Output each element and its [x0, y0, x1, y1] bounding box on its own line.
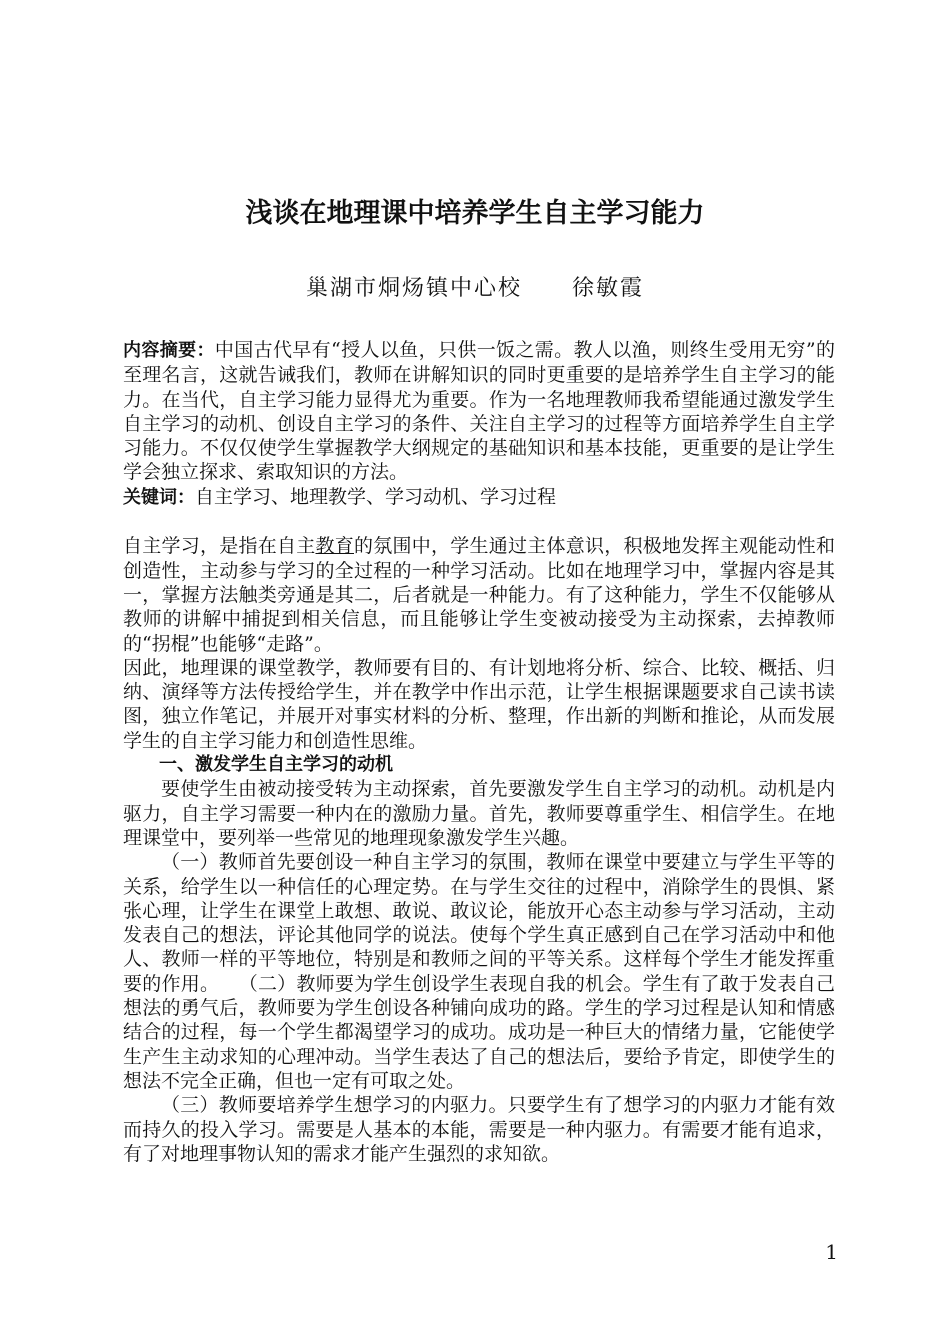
education-link[interactable]: 教育: [315, 535, 354, 558]
keywords-paragraph: [123, 485, 835, 510]
paragraph-drive: （三）教师要培养学生想学习的内驱力。只要学生有了想学习的内驱力才能有效而持久的投入学习。需要是人基本的本能，需要是一种内驱力。有需要才能有追求，有了对地理事物认知的需求才能产生强烈的求知欲。: [123, 1094, 835, 1165]
keywords-text: 自主学习、地理教学、学习动机、学习过程: [195, 485, 557, 508]
intro-paragraph: [123, 534, 835, 655]
document-body: [123, 338, 835, 1166]
author-school: 巢湖市烔炀镇中心校: [305, 276, 522, 301]
abstract-text: 中国古代早有“授人以鱼，只供一饭之需。教人以渔，则终生受用无穷”的至理名言，这就告诫我们，教师在讲解知识的同时更重要的是培养学生自主学习的能力。在当代，自主学习能力显得尤为重要。作为一名地理教师我希望能通过激发学生自主学习的动机、创设自主学习的条件、关注自主学习的过程等方面培养学生自主学习能力。不仅仅使学生掌握教学大纲规定的基础知识和基本技能，更重要的是让学生学会独立探求、索取知识的方法。: [123, 339, 836, 484]
page-number: 1: [825, 1240, 838, 1264]
abstract-paragraph: [123, 338, 835, 485]
paragraph-motivation: 要使学生由被动接受转为主动探索，首先要激发学生自主学习的动机。动机是内驱力，自主学习需要一种内在的激励力量。首先，教师要尊重学生、相信学生。在地理课堂中，要列举一些常见的地理现象激发学生兴趣。: [123, 778, 835, 849]
paragraph-atmosphere: （一）教师首先要创设一种自主学习的氛围，教师在课堂中要建立与学生平等的关系，给学生以一种信任的心理定势。在与学生交往的过程中，消除学生的畏惧、紧张心理，让学生在课堂上敢想、敢说、敢议论，能放开心态主动参与学习活动，主动发表自己的想法，评论其他同学的说法。使每个学生真正感到自己在学习活动中和他人、教师一样的平等地位，特别是和教师之间的平等关系。这样每个学生才能发挥重要的作用。 （二）教师要为学生创设学生表现自我的机会。学生有了敢于发表自己想法的勇气后，教师要为学生创设各种铺向成功的路。学生的学习过程是认知和情感结合的过程，每一个学生都渴望学习的成功。成功是一种巨大的情绪力量，它能使学生产生主动求知的心理冲动。当学生表达了自己的想法后，要给予肯定，即使学生的想法不完全正确，但也一定有可取之处。: [123, 851, 835, 1092]
document-title: 浅谈在地理课中培养学生自主学习能力: [245, 198, 705, 229]
paragraph-methods: 因此，地理课的课堂教学，教师要有目的、有计划地将分析、综合、比较、概括、归纳、演绎等方法传授给学生，并在教学中作出示范，让学生根据课题要求自己读书读图，独立作笔记，并展开对事实材料的分析、整理，作出新的判断和推论，从而发展学生的自主学习能力和创造性思维。: [123, 656, 835, 752]
intro-text-start: 自主学习，是指在自主: [123, 535, 316, 558]
keywords-label: 关键词：: [123, 486, 195, 508]
intro-text-end: 的氛围中，学生通过主体意识，积极地发挥主观能动性和创造性，主动参与学习的全过程的一种学习活动。比如在地理学习中，掌握内容是其一，掌握方法触类旁通是其二，后者就是一种能力。有了这种能力，学生不仅能够从教师的讲解中捕捉到相关信息，而且能够让学生变被动接受为主动探索，去掉教师的“拐棍”也能够“走路”。: [123, 535, 835, 655]
author-line: [0, 274, 950, 304]
abstract-label: 内容摘要：: [123, 340, 215, 361]
author-name: 徐敏霞: [572, 276, 645, 301]
section-heading-1: 一、激发学生自主学习的动机: [159, 754, 393, 776]
